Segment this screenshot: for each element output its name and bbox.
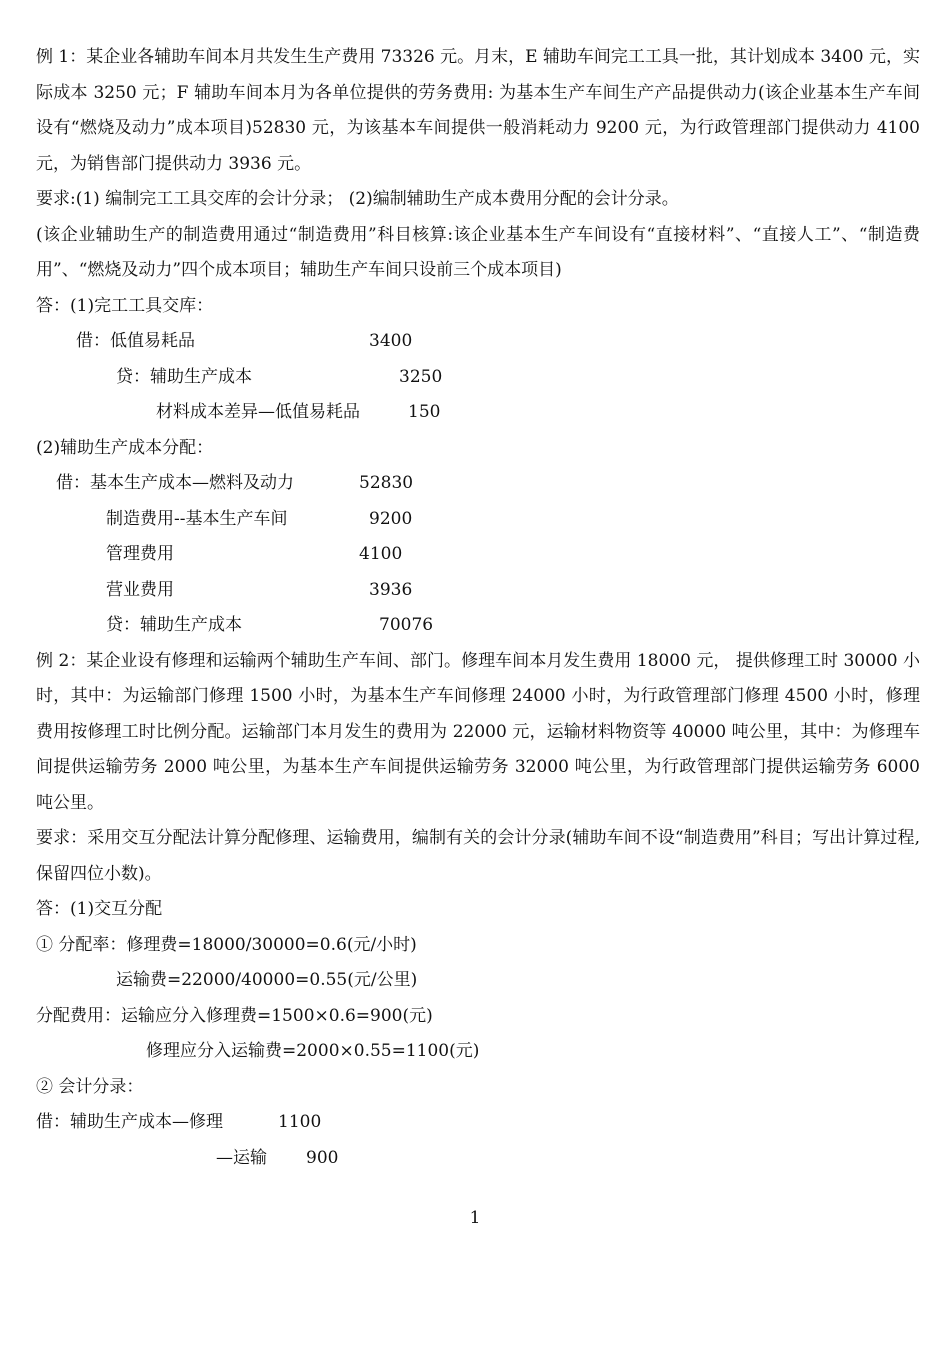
journal-amount: 4100 [359,544,403,564]
document-body [36,40,920,1176]
example-1-problem: 例 1：某企业各辅助车间本月共发生生产费用 73326 元。月末，E 辅助车间完工工具一批，其计划成本 3400 元，实际成本 3250 元；F 辅助车间本月为各单位提供的劳务费用: 为基本生产车间生产产品提供动力(该企业基本生产车间设有“燃烧及动力”成本项目)52830 元，为该基本车间提供一般消耗动力 9200 元，为行政管理部门提供动力 4100 元，为销售部门提供动力 3936 元。 [36,47,920,174]
journal-amount: 70076 [379,615,434,635]
example-1-note: (该企业辅助生产的制造费用通过“制造费用”科目核算:该企业基本生产车间设有“直接材料”、“直接人工”、“制造费用”、“燃烧及动力”四个成本项目；辅助生产车间只设前三个成本项目) [36,224,920,280]
example-1-answer-heading: 答：(1)完工工具交库： [36,295,214,316]
example-2-requirement: 要求：采用交互分配法计算分配修理、运输费用，编制有关的会计分录(辅助车间不设“制造费用”科目；写出计算过程,保留四位小数)。 [36,828,920,884]
calc-text: ② 会计分录： [36,1076,144,1097]
calc-text: ① 分配率：修理费=18000/30000=0.6(元/小时) [36,934,417,955]
journal-account: 管理费用 [106,544,174,564]
page-number: 1 [469,1208,481,1228]
journal-line [36,573,920,609]
calc-text: 修理应分入运输费=2000×0.55=1100(元) [146,1041,480,1061]
journal-line [36,360,920,396]
journal-amount: 900 [306,1147,339,1168]
journal-account: 贷：辅助生产成本 [106,615,242,635]
journal-amount: 52830 [359,473,414,493]
journal-amount: 1100 [278,1112,322,1132]
journal-account: 制造费用--基本生产车间 [106,508,288,529]
journal-account: 借：辅助生产成本—修理 [36,1112,223,1132]
calc-text: 分配费用：运输应分入修理费=1500×0.6=900(元) [36,1005,433,1026]
journal-line [36,537,920,573]
journal-line [36,608,920,644]
calc-line [36,963,920,999]
journal-line [36,1141,920,1177]
example-2-answer-heading: 答：(1)交互分配 [36,899,163,919]
example-1-part2-heading: (2)辅助生产成本分配： [36,437,214,458]
journal-line [36,502,920,538]
journal-account: —运输 [216,1147,267,1168]
journal-line [36,324,920,360]
journal-account: 贷：辅助生产成本 [116,366,252,387]
journal-line [36,395,920,431]
example-1-requirement: 要求:(1) 编制完工工具交库的会计分录； (2)编制辅助生产成本费用分配的会计分录。 [36,189,679,209]
journal-amount: 150 [408,402,441,422]
calc-line [36,1034,920,1070]
journal-amount: 9200 [369,508,413,529]
journal-account: 借：基本生产成本—燃料及动力 [56,473,294,493]
example-2-problem: 例 2：某企业设有修理和运输两个辅助生产车间、部门。修理车间本月发生费用 18000 元， 提供修理工时 30000 小时，其中：为运输部门修理 1500 小时，为基本生产车间修理 24000 小时，为行政管理部门修理 4500 小时，修理费用按修理工时比例分配。运输部门本月发生的费用为 22000 元，运输材料物资等 40000 吨公里，其中：为修理车间提供运输劳务 2000 吨公里，为基本生产车间提供运输劳务 32000 吨公里，为行政管理部门提供运输劳务 6000 吨公里。 [36,650,920,813]
calc-line [36,928,920,964]
calc-text: 运输费=22000/40000=0.55(元/公里) [116,970,418,990]
journal-amount: 3936 [369,579,413,600]
calc-line [36,999,920,1035]
journal-account: 营业费用 [106,579,174,600]
journal-amount: 3400 [369,331,413,351]
journal-line [36,466,920,502]
journal-account: 借：低值易耗品 [76,331,195,351]
journal-line [36,1105,920,1141]
calc-line [36,1070,920,1106]
journal-amount: 3250 [399,366,443,387]
journal-account: 材料成本差异—低值易耗品 [156,402,360,422]
